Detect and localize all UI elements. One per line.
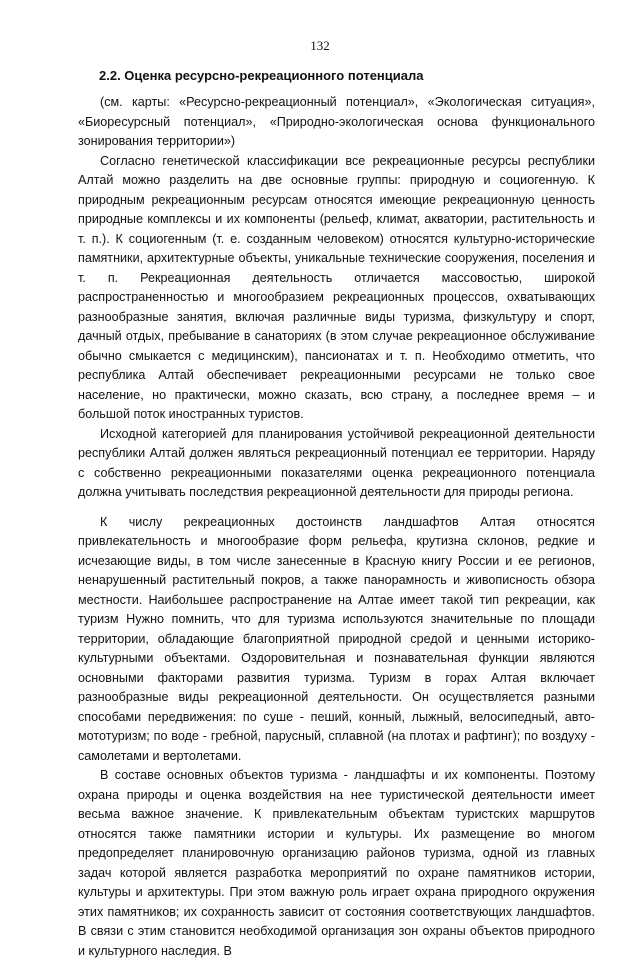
paragraph: В составе основных объектов туризма - ландшафты и их компоненты. Поэтому охрана природы и оценка воздействия на нее туристической деятельности имеет весьма важное значение. К привлекательным объектам туристских маршрутов относятся также памятники истории и культуры. Их размещение во многом предопределяет планировочную организацию районов туризма, одной из главных задач которой является разработка мероприятий по охране памятников истории, культуры и архитектуры. При этом важную роль играет охрана природного окружения этих памятников; их сохранность зависит от состояния соответствующих ландшафтов. В связи с этим становится необходимой организация зон охраны объектов природного и культурного наследия. В [78,768,595,958]
section-title: 2.2. Оценка ресурсно-рекреационного потенциала [99,68,424,83]
paragraph-map-references: (см. карты: «Ресурсно-рекреационный потенциал», «Экологическая ситуация», «Биоресурсный потенциал», «Природно-экологическая основа функционального зонирования территории») [78,95,595,148]
page-number: 132 [310,38,330,53]
paragraph: Согласно генетической классификации все рекреационные ресурсы республики Алтай можно разделить на две основные группы: природную и социогенную. К природным рекреационным ресурсам относятся имеющие рекреационную ценность природные комплексы и их компоненты (рельеф, климат, акватории, растительность и т. п.). К социогенным (т. е. созданным человеком) относятся культурно-исторические памятники, архитектурные объекты, уникальные технические сооружения, поселения и т. п. Рекреационная деятельность отличается массовостью, широкой распространенностью и многообразием рекреационных процессов, охватывающих разнообразные занятия, включая различные виды туризма, физкультуру и спорт, дачный отдых, пребывание в санаториях (в этом случае рекреационное обслуживание обычно смыкается с медицинским), пансионатах и т. п. Необходимо отметить, что республика Алтай обеспечивает рекреационными ресурсами не только свое население, но практически, можно сказать, всю страну, а последнее время – и большой поток иностранных туристов. [78,153,595,421]
body-text [78,93,595,961]
paragraph: К числу рекреационных достоинств ландшафтов Алтая относятся привлекательность и многообразие форм рельефа, крутизна склонов, редкие и исчезающие виды, в том числе занесенные в Красную книгу России и ее регионов, ненарушенный растительный покров, а также панорамность и живописность обзора местности. Наибольшее распространение на Алтае имеет такой тип рекреации, как туризм Нужно помнить, что для туризма используются значительные по площади территории, обладающие благоприятной природной средой и ценными историко-культурными объектами. Оздоровительная и познавательная функции являются основными факторами развития туризма. Туризм в горах Алтая включает разнообразные виды рекреационной деятельности. Он осуществляется разными способами передвижения: по суше - пеший, конный, лыжный, велосипедный, авто-мототуризм; по воде - гребной, парусный, сплавной (на плотах и рафтинг); по воздуху - самолетами и вертолетами. [78,514,595,763]
paragraph: Исходной категорией для планирования устойчивой рекреационной деятельности республики Алтай должен являться рекреационный потенциал ее территории. Наряду с собственно рекреационными показателями оценка рекреационного потенциала должна учитывать последствия рекреационной деятельности для природы региона. [78,426,595,499]
